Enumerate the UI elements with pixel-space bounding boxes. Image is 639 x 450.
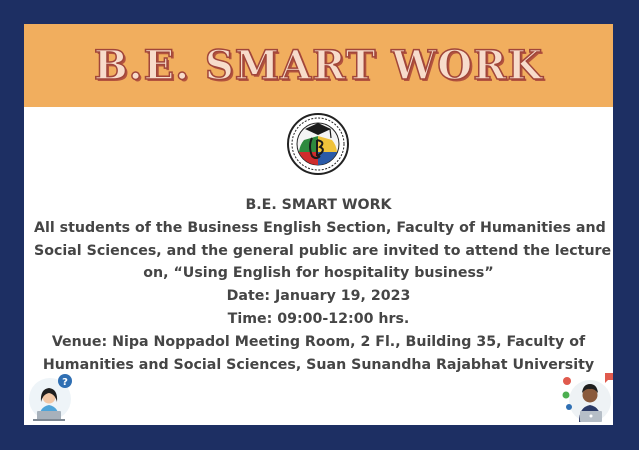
svg-text:?: ? xyxy=(62,377,68,388)
person-chat-laptop-icon xyxy=(560,369,613,425)
announcement-heading: B.E. SMART WORK xyxy=(245,197,392,213)
announcement-text xyxy=(34,194,612,376)
announcement-line: on, “Using English for hospitality business” xyxy=(143,265,494,282)
person-question-laptop-icon xyxy=(28,371,80,423)
event-venue: Humanities and Social Sciences, Suan Sunandha Rajabhat University xyxy=(42,356,595,373)
banner-title: B.E. SMART WORK xyxy=(93,42,544,89)
title-banner xyxy=(24,24,613,107)
event-venue: Venue: Nipa Noppadol Meeting Room, 2 Fl., Building 35, Faculty of xyxy=(51,333,586,350)
announcement-line: Social Sciences, and the general public are invited to attend the lecture xyxy=(34,242,612,259)
event-date: Date: January 19, 2023 xyxy=(226,288,411,305)
announcement-card xyxy=(24,24,613,425)
announcement-line: All students of the Business English Section, Faculty of Humanities and xyxy=(34,219,606,236)
event-time: Time: 09:00-12:00 hrs. xyxy=(227,310,410,327)
university-seal-icon xyxy=(286,112,350,176)
